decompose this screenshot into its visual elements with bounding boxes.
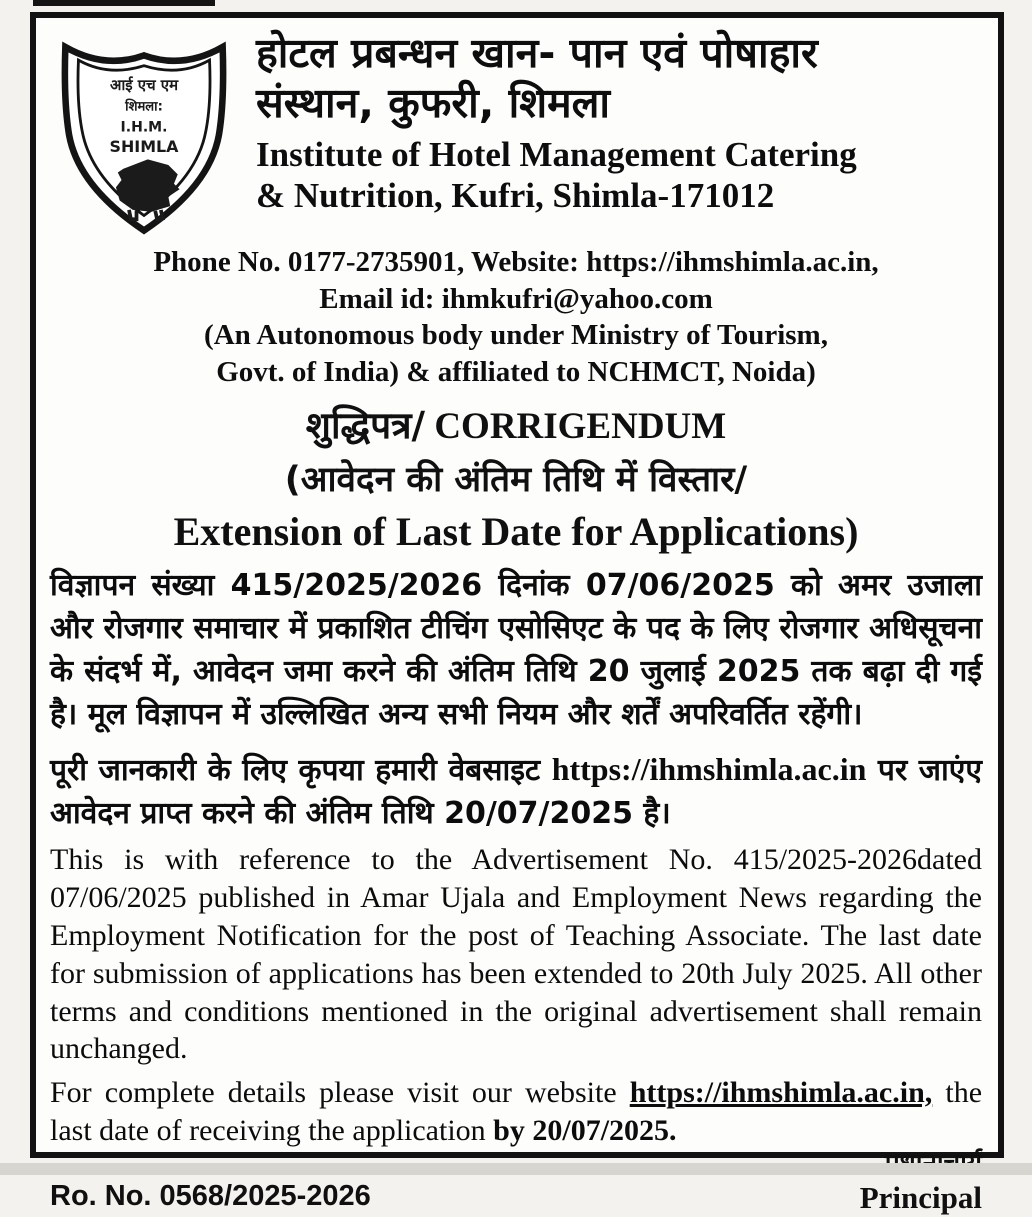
heading-corrigendum-english: CORRIGENDUM — [425, 406, 727, 448]
ihm-shield-logo — [50, 26, 242, 238]
institute-title-english-line1: Institute of Hotel Management Catering — [256, 135, 857, 175]
hindi-para2-before-url: पूरी जानकारी के लिए कृपया हमारी वेबसाइट — [50, 752, 552, 788]
shield-icon — [50, 32, 238, 238]
scan-artifact-bottom-strip — [0, 1163, 1032, 1175]
institute-titles — [242, 26, 982, 217]
website-url-hindi-para: https://ihmshimla.ac.in — [551, 750, 867, 787]
principal-english: Principal — [859, 1179, 982, 1215]
institute-title-english — [256, 134, 982, 217]
english-para2-middle: the last date of receiving the application — [50, 1076, 983, 1148]
contact-info — [50, 244, 982, 390]
website-url-english-para: https://ihmshimla.ac.in, — [629, 1076, 933, 1110]
hindi-para2-after-url: पर जाएंए आवेदन प्राप्त करने की अंतिम तिथि 20/07/2025 है। — [50, 752, 982, 831]
autonomous-body-line2: Govt. of India) & affiliated to NCHMCT, Noida) — [216, 355, 816, 388]
corrigendum-heading — [50, 398, 982, 555]
contact-email: Email id: ihmkufri@yahoo.com — [319, 282, 713, 315]
logo-text-hindi-shimla: शिमला: — [125, 99, 163, 115]
english-paragraph-1: This is with reference to the Advertisement No. 415/2025-2026dated 07/06/2025 published in Amar Ujala and Employment News regarding the Employment Notification for the post of Teaching Associate. The last date for submission of applications has been extended to 20th July 2025. All other terms and conditions mentioned in the original advertisement shall remain unchanged. — [50, 843, 982, 1066]
hindi-paragraph-2 — [50, 747, 982, 836]
english-paragraph-2 — [50, 1074, 982, 1150]
contact-phone-website: Phone No. 0177-2735901, Website: https://ihmshimla.ac.in, — [153, 246, 879, 278]
hindi-para1-extended-date: आवेदन जमा करने की अंतिम तिथि 20 जुलाई 2025 तक बढ़ा दी गई है। — [50, 653, 982, 732]
signature-footer-row — [50, 1150, 982, 1217]
english-para2-before-url: For complete details please visit our website — [50, 1076, 630, 1110]
english-para2-deadline: by 20/07/2025. — [493, 1114, 677, 1148]
notice-border-frame — [30, 12, 1004, 1215]
hindi-para1-part3: मूल विज्ञापन में उल्लिखित अन्य सभी नियम और शर्तें अपरिवर्तित रहेंगी। — [77, 696, 863, 732]
institute-title-hindi-line1: होटल प्रबन्धन खान- पान एवं पोषाहार — [256, 29, 818, 77]
institute-title-hindi — [256, 28, 982, 128]
heading-extension-english: Extension of Last Date for Applications) — [173, 509, 859, 555]
hindi-paragraph-1 — [50, 565, 982, 737]
notice-header — [50, 26, 982, 238]
ro-number: Ro. No. 0568/2025-2026 — [50, 1180, 371, 1213]
autonomous-body-line1: (An Autonomous body under Ministry of Tourism, — [204, 319, 828, 352]
hindi-para1-part1: विज्ञापन संख्या 415/2025/2026 दिनांक 07/06/2025 को अमर उजाला और रोजगार समाचार में प्रकाशित टीचिंग एसोसिएट के पद के लिए रोजगार अधिसूचना के संदर्भ में, — [50, 568, 982, 689]
heading-extension-hindi: (आवेदन की अंतिम तिथि में विस्तार/ — [284, 460, 748, 501]
heading-corrigendum-hindi: शुद्धिपत्र/ — [305, 404, 426, 448]
signature-block — [860, 1150, 982, 1216]
heading-corrigendum — [50, 398, 982, 449]
logo-text-ihm: I.H.M. — [120, 119, 168, 136]
logo-text-hindi-ihm: आई एच एम — [109, 76, 179, 95]
institute-title-hindi-line2: संस्थान, कुफरी, शिमला — [256, 79, 611, 128]
logo-text-shimla: SHIMLA — [109, 136, 179, 156]
scan-artifact-top-bar — [33, 0, 215, 6]
institute-title-english-line2: & Nutrition, Kufri, Shimla-171012 — [256, 176, 775, 216]
